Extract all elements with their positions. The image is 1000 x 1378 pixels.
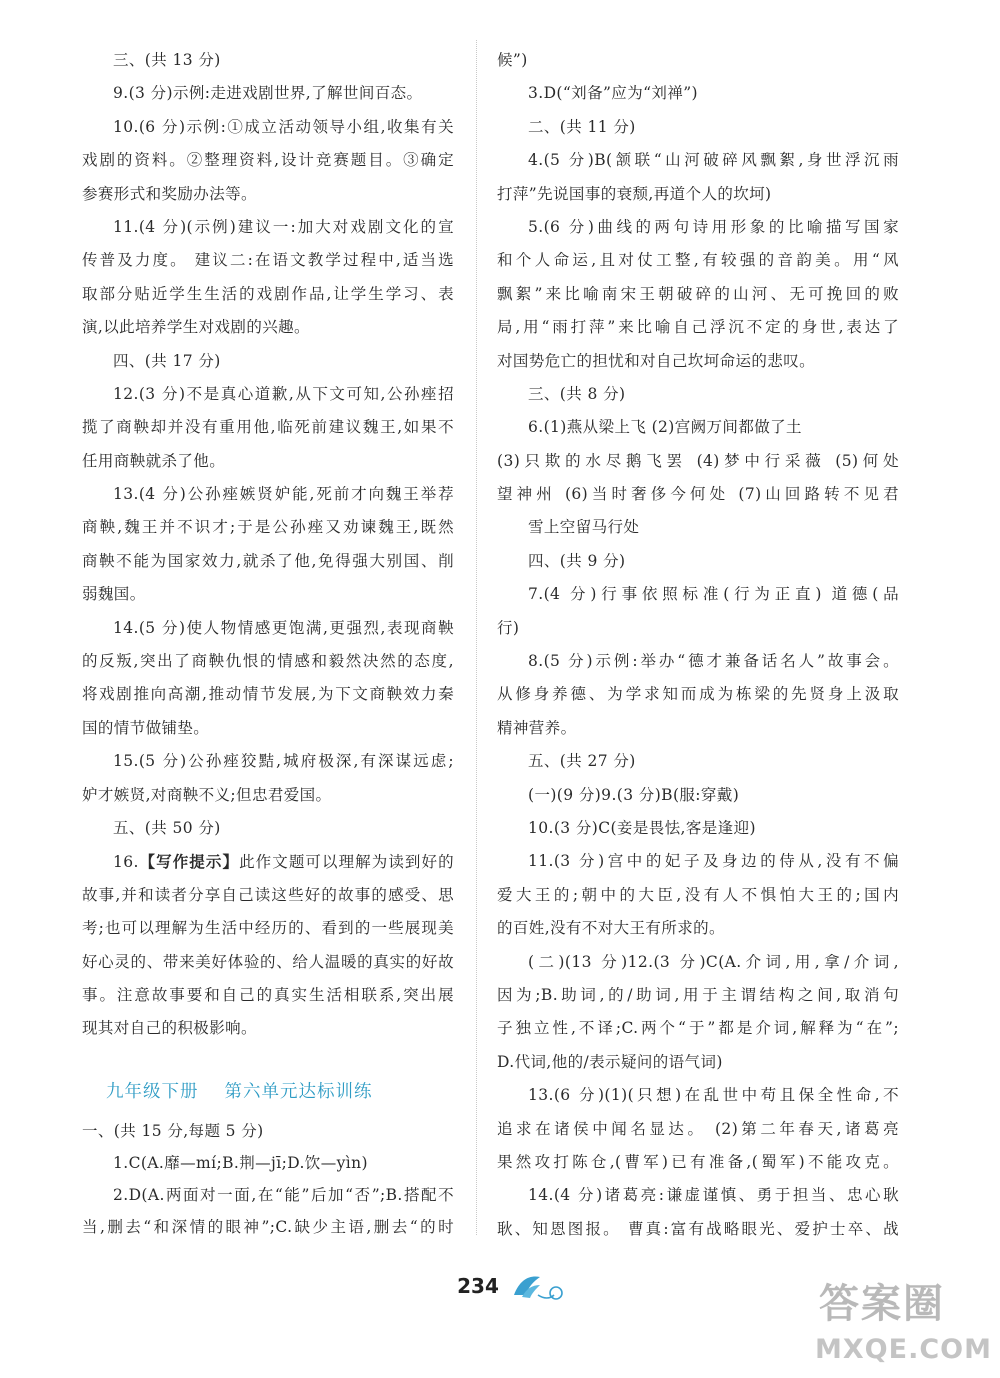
section-heading: 四、(共 9 分) bbox=[528, 551, 626, 570]
answer-line: 和个人命运,且对仗工整,有较强的音韵美。用“风 bbox=[497, 251, 899, 270]
answer-line: 15.(5 分)公孙痤狡黠,城府极深,有深谋远虑; bbox=[113, 752, 454, 771]
answer-line: 9.(3 分)示例:走进戏剧世界,了解世间百态。 bbox=[113, 84, 423, 103]
answer-line: 5.(6 分)曲线的两句诗用形象的比喻描写国家 bbox=[528, 217, 899, 236]
answer-line: 飘絮”来比喻南宋王朝破碎的山河、无可挽回的败 bbox=[497, 284, 899, 303]
answer-line: 10.(3 分)C(妾是畏怯,客是逢迎) bbox=[528, 818, 756, 837]
question-number: 16. bbox=[113, 853, 139, 872]
writing-hint-label: 【写作提示】 bbox=[138, 852, 240, 872]
answer-line: 考;也可以理解为生活中经历的、看到的一些展现美 bbox=[82, 919, 454, 938]
answer-line: 事。注意故事要和自己的真实生活相联系,突出展 bbox=[82, 985, 454, 1004]
section-heading: 二、(共 11 分) bbox=[528, 117, 636, 136]
watermark-logo-text: 答案圈 bbox=[819, 1281, 945, 1327]
answer-line: 14.(5 分)使人物情感更饱满,更强烈,表现商鞅 bbox=[113, 618, 454, 637]
answer-line: 11.(3 分)宫中的妃子及身边的侍从,没有不偏 bbox=[528, 852, 899, 871]
section-heading: 一、(共 15 分,每题 5 分) bbox=[82, 1122, 264, 1140]
left-column-bottom bbox=[82, 1115, 454, 1243]
answer-line: 弱魏国。 bbox=[82, 585, 146, 604]
writing-hint-line bbox=[82, 845, 454, 878]
answer-line: 追求在诸侯中闻名显达。 (2)第二年春天,诸葛亮 bbox=[497, 1119, 899, 1138]
watermark-url: MXQE.COM bbox=[815, 1334, 992, 1365]
right-column bbox=[497, 44, 899, 1246]
answer-line: 取部分贴近学生生活的戏剧作品,让学生学习、表 bbox=[82, 284, 454, 303]
answer-line: 耿、知恩图报。 曹真:富有战略眼光、爱护士卒、战 bbox=[497, 1219, 899, 1238]
answer-line: 揽了商鞅却并没有重用他,临死前建议魏王,如果不 bbox=[82, 418, 454, 437]
left-column bbox=[82, 44, 454, 1046]
answer-line: 10.(6 分)示例:①成立活动领导小组,收集有关 bbox=[113, 117, 454, 136]
answer-line: (3)只欺的水尽鹅飞罢 (4)梦中行采薇 (5)何处 bbox=[497, 451, 899, 470]
answer-line: 商鞅,魏王并不识才;于是公孙痤又劝谏魏王,既然 bbox=[82, 518, 454, 537]
unit-title bbox=[106, 1078, 399, 1103]
page-number: 234 bbox=[457, 1274, 499, 1298]
answer-line: 13.(6 分)(1)(只想)在乱世中苟且保全性命,不 bbox=[528, 1086, 899, 1105]
writing-hint-text: 此作文题可以理解为读到好的 bbox=[239, 853, 454, 872]
answer-line: 演,以此培养学生对戏剧的兴趣。 bbox=[82, 318, 310, 337]
answer-line: 参赛形式和奖励办法等。 bbox=[82, 184, 257, 203]
section-heading: 五、(共 27 分) bbox=[528, 752, 636, 771]
answer-line: 从修身养德、为学求知而成为栋梁的先贤身上汲取 bbox=[497, 685, 899, 704]
answer-line: 行) bbox=[497, 618, 520, 637]
answer-line: 故事,并和读者分享自己读这些好的故事的感受、思 bbox=[82, 885, 454, 904]
leaf-ornament-icon bbox=[510, 1271, 572, 1301]
answer-line: 1.C(A.靡—mí;B.荆—jī;D.饮—yìn) bbox=[113, 1154, 368, 1172]
answer-line: (一)(9 分)9.(3 分)B(服:穿戴) bbox=[528, 785, 740, 804]
answer-line: 妒才嫉贤,对商鞅不义;但忠君爱国。 bbox=[82, 785, 332, 804]
answer-line: 的反叛,突出了商鞅仇恨的情感和毅然决然的态度, bbox=[82, 652, 454, 671]
answer-line: 3.D(“刘备”应为“刘禅”) bbox=[528, 84, 699, 103]
answer-line: 望神州 (6)当时奢侈今何处 (7)山回路转不见君 bbox=[497, 485, 899, 504]
answer-line: D.代词,他的/表示疑问的语气词) bbox=[497, 1052, 723, 1071]
section-heading: 四、(共 17 分) bbox=[113, 351, 221, 370]
answer-line: 好心灵的、带来美好体验的、给人温暖的真实的好故 bbox=[82, 952, 454, 971]
section-heading: 五、(共 50 分) bbox=[113, 818, 221, 837]
answer-line: 2.D(A.两面对一面,在“能”后加“否”;B.搭配不 bbox=[113, 1186, 454, 1204]
answer-line: 的百姓,没有不对大王有所求的。 bbox=[497, 919, 725, 938]
unit-grade: 九年级下册 bbox=[106, 1082, 199, 1102]
answer-line: 雪上空留马行处 bbox=[528, 518, 640, 537]
answer-line: 打萍”先说国事的衰颓,再道个人的坎坷) bbox=[497, 184, 772, 203]
answer-line: 候”) bbox=[497, 51, 528, 69]
answer-line: 因为;B.助词,的/助词,用于主谓结构之间,取消句 bbox=[497, 985, 899, 1004]
answer-line: 任用商鞅就杀了他。 bbox=[82, 451, 226, 470]
answer-line: 当,删去“和深情的眼神”;C.缺少主语,删去“的时 bbox=[82, 1218, 454, 1236]
answer-line: 将戏剧推向高潮,推动情节发展,为下文商鞅效力秦 bbox=[82, 685, 454, 704]
answer-line: 13.(4 分)公孙痤嫉贤妒能,死前才向魏王举荐 bbox=[113, 485, 454, 504]
answer-line: 11.(4 分)(示例)建议一:加大对戏剧文化的宣 bbox=[113, 217, 454, 236]
answer-line: 12.(3 分)不是真心道歉,从下文可知,公孙痤招 bbox=[113, 384, 454, 403]
watermark bbox=[815, 1268, 990, 1373]
answer-line: 国的情节做铺垫。 bbox=[82, 718, 210, 737]
answer-line: 局,用“雨打萍”来比喻自己浮沉不定的身世,表达了 bbox=[497, 318, 899, 337]
unit-name: 第六单元达标训练 bbox=[224, 1082, 373, 1102]
answer-line: 4.(5 分)B(颔联“山河破碎风飘絮,身世浮沉雨 bbox=[528, 151, 899, 170]
answer-line: 果然攻打陈仓,(曹军)已有准备,(蜀军)不能攻克。 bbox=[497, 1152, 899, 1171]
section-heading: 三、(共 8 分) bbox=[528, 384, 626, 403]
answer-line: 现其对自己的积极影响。 bbox=[82, 1019, 257, 1038]
answer-line: 商鞅不能为国家效力,就杀了他,免得强大别国、削 bbox=[82, 551, 454, 570]
column-divider bbox=[476, 40, 477, 1235]
answer-line: 对国势危亡的担忧和对自己坎坷命运的悲叹。 bbox=[497, 351, 816, 370]
answer-line: 子独立性,不译;C.两个“于”都是介词,解释为“在”; bbox=[497, 1019, 899, 1038]
answer-line: 7.(4 分)行事依照标准(行为正直) 道德(品 bbox=[528, 585, 899, 604]
answer-line: (二)(13 分)12.(3 分)C(A.介词,用,拿/介词, bbox=[528, 952, 899, 971]
answer-line: 爱大王的;朝中的大臣,没有人不惧怕大王的;国内 bbox=[497, 885, 899, 904]
answer-line: 8.(5 分)示例:举办“德才兼备话名人”故事会。 bbox=[528, 652, 899, 671]
answer-line: 精神营养。 bbox=[497, 718, 577, 737]
answer-line: 14.(4 分)诸葛亮:谦虚谨慎、勇于担当、忠心耿 bbox=[528, 1186, 899, 1205]
section-heading: 三、(共 13 分) bbox=[113, 51, 221, 69]
answer-line: 6.(1)燕从梁上飞 (2)宫阙万间都做了土 bbox=[528, 418, 802, 437]
answer-line: 传普及力度。 建议二:在语文教学过程中,适当选 bbox=[82, 251, 454, 270]
answer-line: 戏剧的资料。②整理资料,设计竞赛题目。③确定 bbox=[82, 151, 454, 170]
